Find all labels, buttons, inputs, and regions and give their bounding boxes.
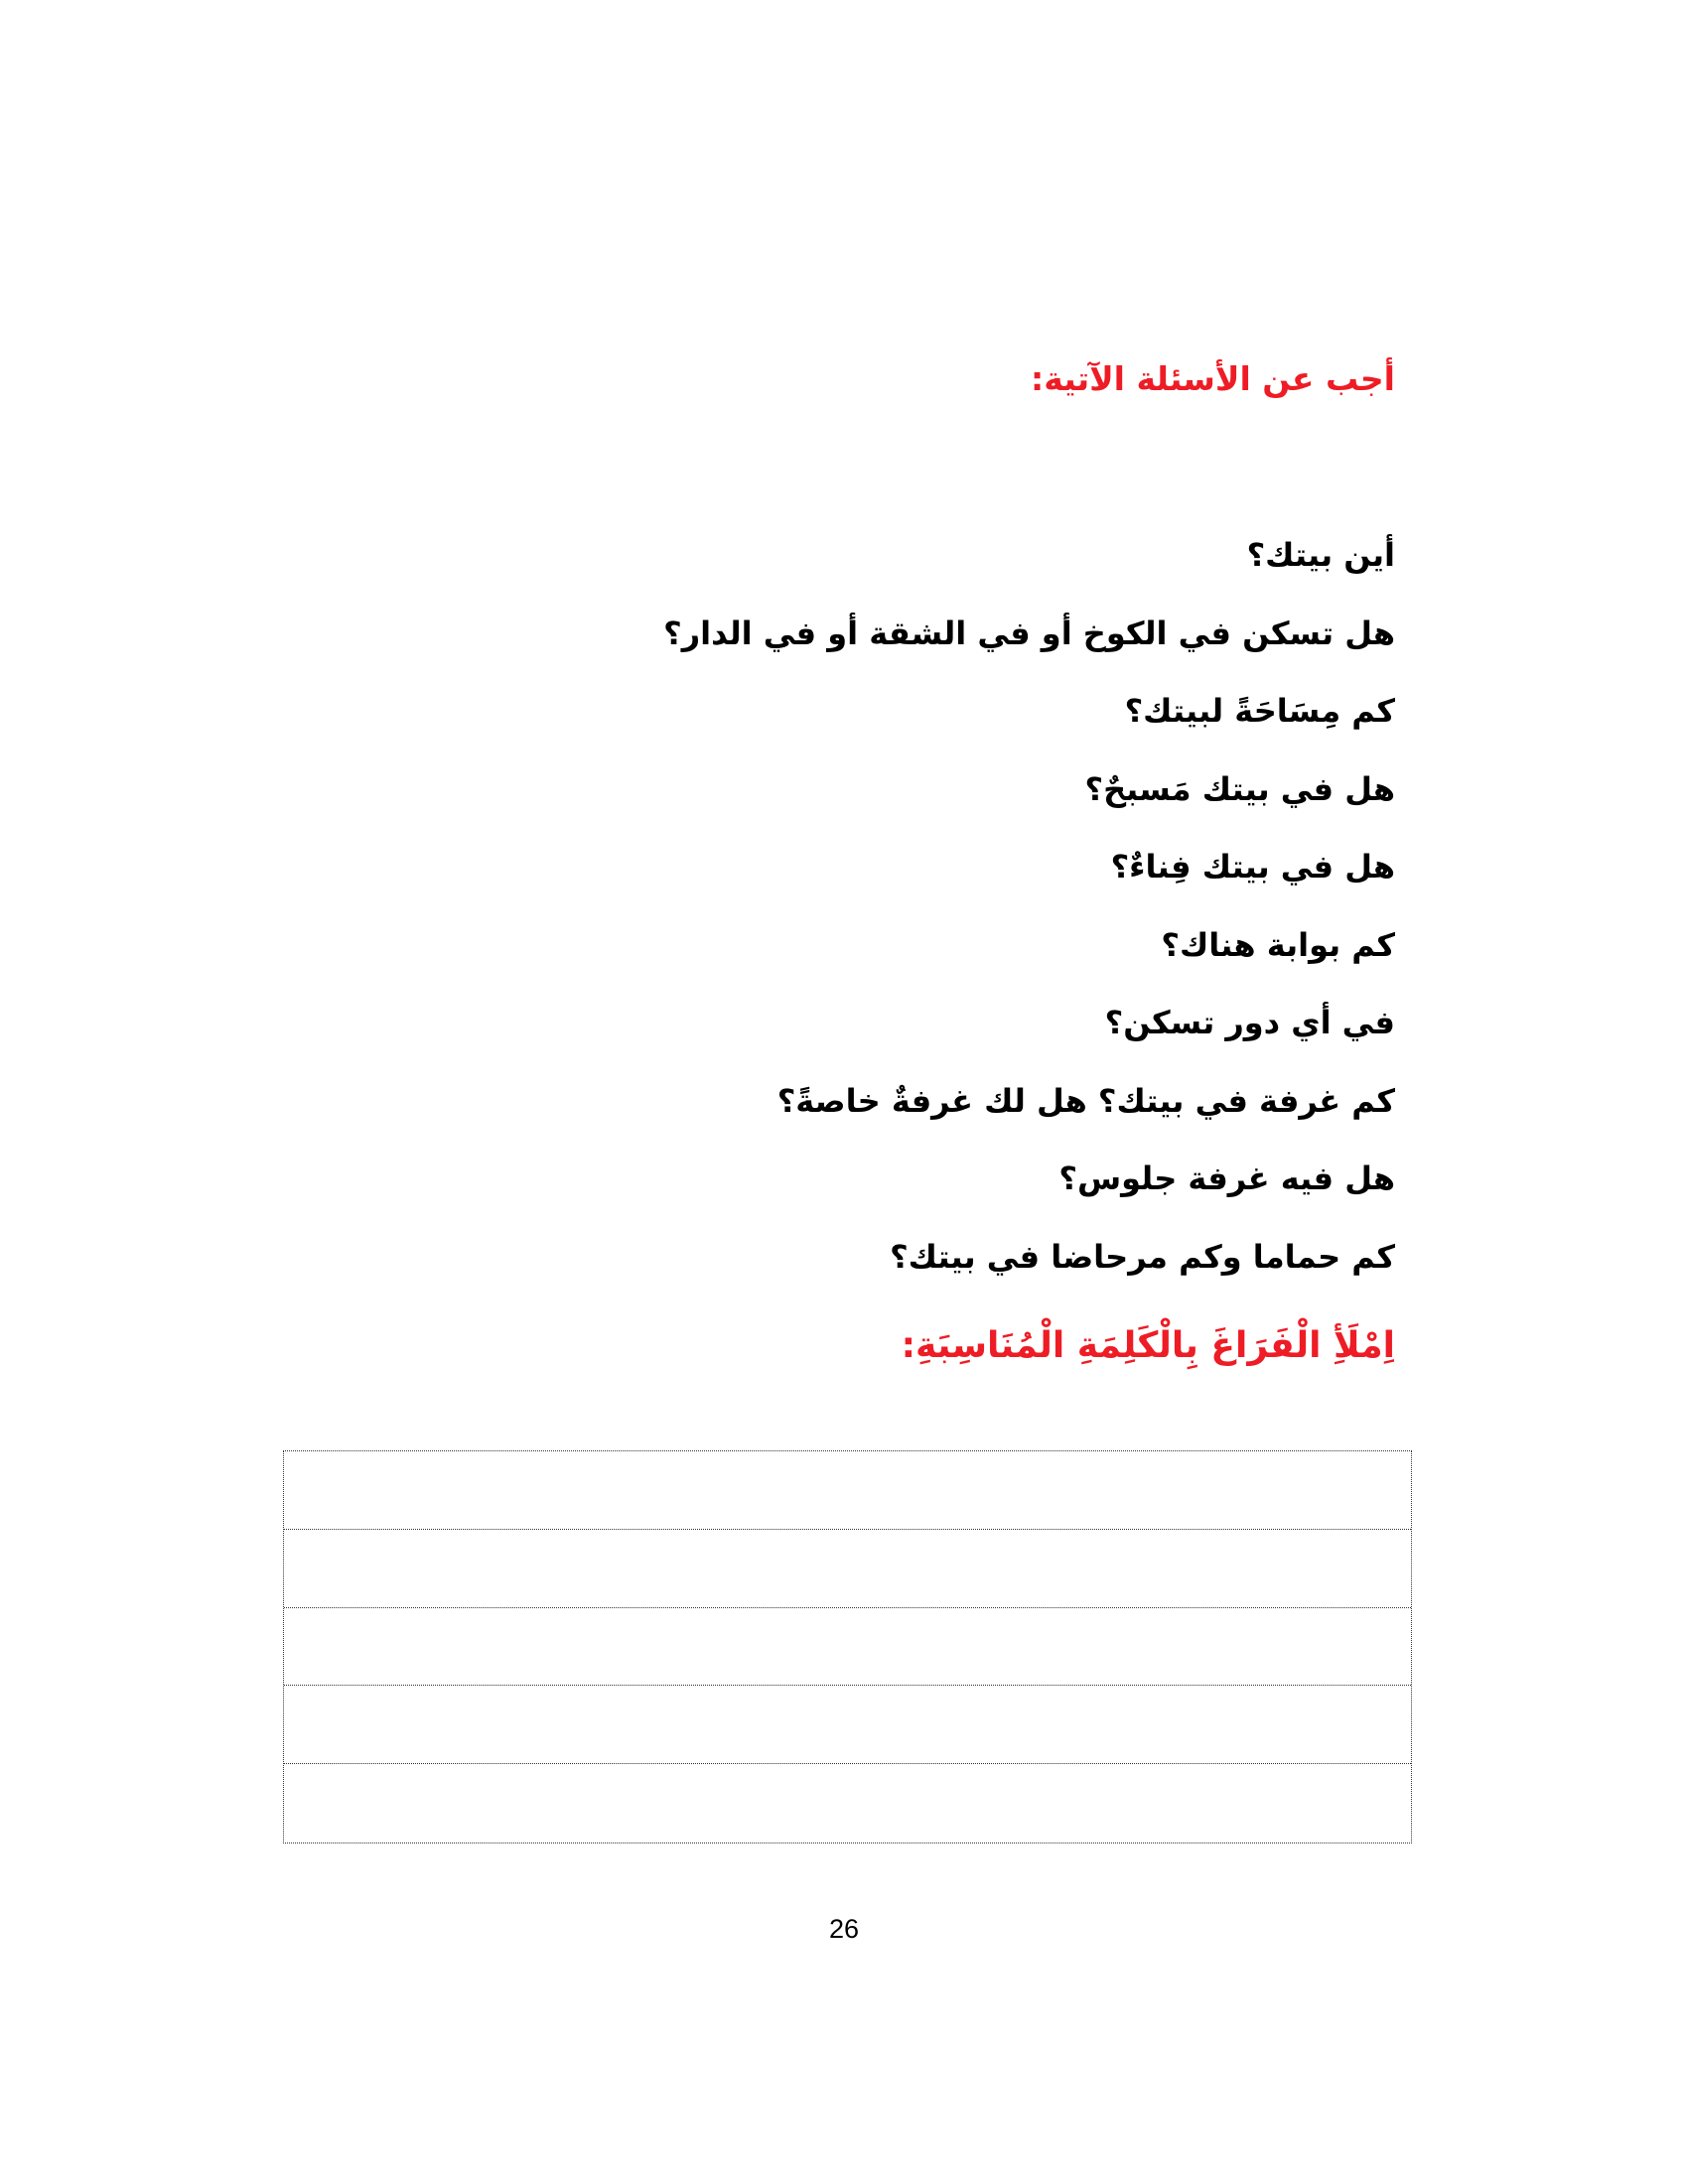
question-list: [663, 516, 1395, 1296]
fill-in-table: [283, 1450, 1412, 1843]
fill-in-row[interactable]: [284, 1451, 1411, 1530]
question-item: في أي دور تسكن؟: [1104, 1004, 1395, 1041]
question-item: هل في بيتك مَسبحٌ؟: [1084, 769, 1395, 808]
section-2-heading: اِمْلَأِ الْفَرَاغَ بِالْكَلِمَةِ الْمُنَاسِبَةِ:: [901, 1325, 1395, 1366]
question-item: هل تسكن في الكوخ أو في الشقة أو في الدار؟: [663, 614, 1395, 652]
question-item: أين بيتك؟: [1246, 536, 1395, 574]
page-number: 26: [828, 1914, 860, 1944]
section-1-heading: أجب عن الأسئلة الآتية:: [1031, 359, 1395, 398]
question-item: كم بوابة هناك؟: [1161, 925, 1395, 964]
question-item: كم غرفة في بيتك؟ هل لك غرفةٌ خاصةً؟: [776, 1081, 1395, 1120]
fill-in-row[interactable]: [284, 1686, 1411, 1764]
question-item: كم مِسَاحَةً لبيتك؟: [1124, 692, 1395, 730]
question-item: هل فيه غرفة جلوس؟: [1058, 1160, 1395, 1197]
fill-in-row[interactable]: [284, 1608, 1411, 1687]
question-item: كم حماما وكم مرحاضا في بيتك؟: [890, 1237, 1395, 1276]
fill-in-row[interactable]: [284, 1530, 1411, 1608]
question-item: هل في بيتك فِناءٌ؟: [1110, 848, 1395, 886]
fill-in-row[interactable]: [284, 1764, 1411, 1843]
